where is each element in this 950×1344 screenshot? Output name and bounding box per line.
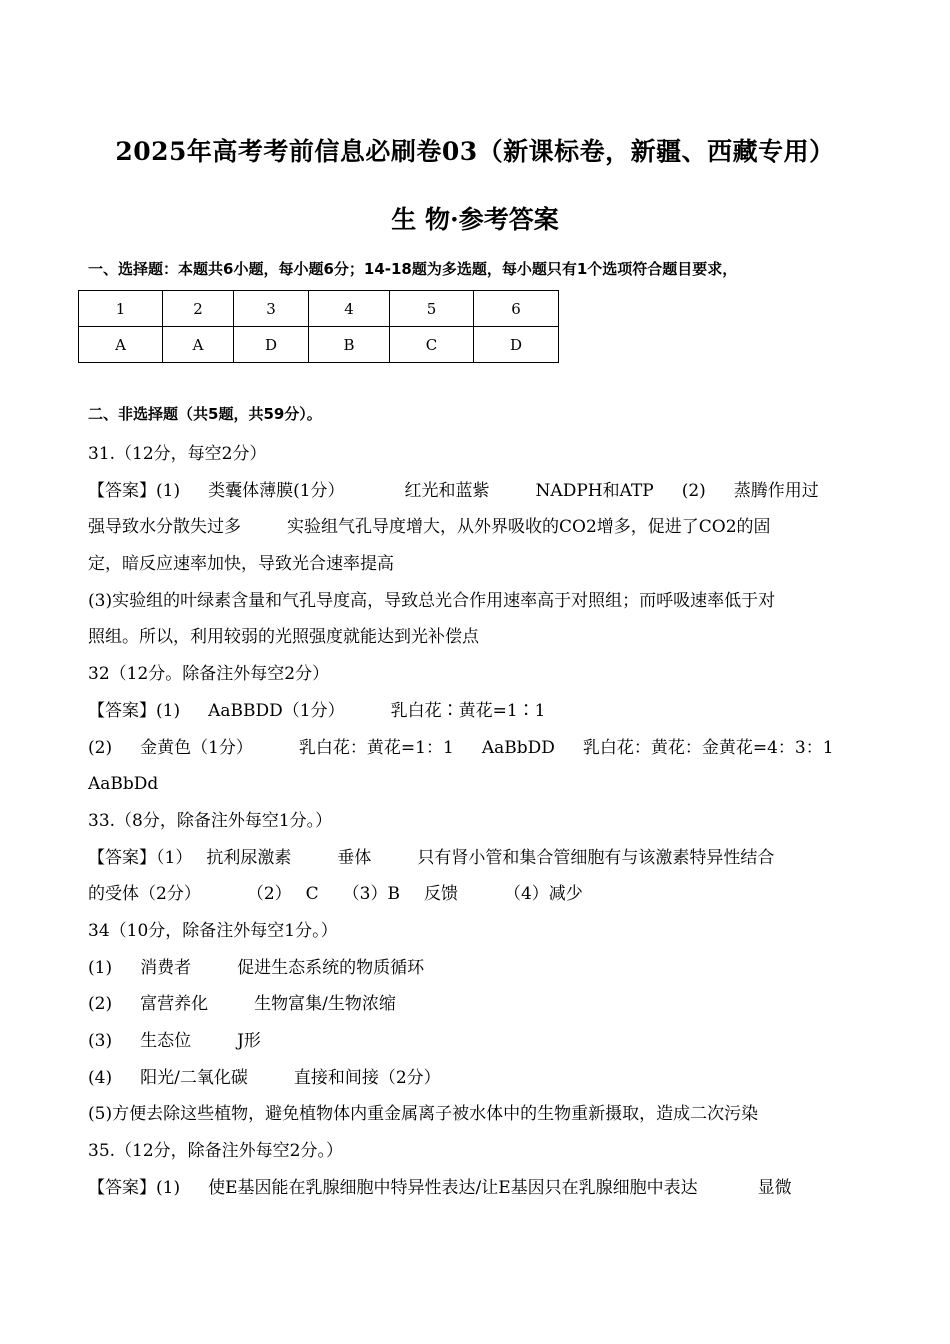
page-title: 2025年高考考前信息必刷卷03（新课标卷，新疆、西藏专用）: [115, 137, 835, 166]
answer-text: 促进生态系统的物质循环: [237, 957, 425, 978]
q31-part3-line2: 照组。所以，利用较弱的光照强度就能达到光补偿点: [88, 627, 479, 648]
q34-row: [88, 950, 868, 987]
answer-text: 直接和间接（2分）: [293, 1067, 441, 1088]
answer-text: (2): [88, 737, 113, 758]
answer-text: J形: [237, 1031, 261, 1051]
answer-text: 阳光/二氧化碳: [140, 1067, 248, 1088]
q31-answer-line1: [88, 473, 868, 510]
q34-row: [88, 1060, 868, 1097]
q35-answer-line1: [88, 1170, 868, 1207]
answer-text: 反馈: [423, 884, 458, 905]
answer-text: (1): [88, 957, 113, 978]
q32-answer-line2: [88, 730, 868, 767]
answer-text: 乳白花：黄花=1：1: [298, 737, 454, 758]
table-cell: 6: [474, 291, 559, 327]
answer-text: C: [305, 884, 319, 905]
table-row-answers: [79, 327, 559, 363]
section1-heading: 一、选择题：本题共6小题，每小题6分；14-18题为多选题，每小题只有1个选项符合题目要求，: [88, 260, 738, 278]
answer-text: （3）B: [342, 884, 400, 905]
page-subtitle: 生 物·参考答案: [391, 205, 559, 234]
answer-text: （2）: [246, 884, 292, 905]
q34-part5: (5)方便去除这些植物，避免植物体内重金属离子被水体中的生物重新摄取，造成二次污染: [88, 1104, 759, 1125]
q31-answer-line3: 定，暗反应速率加快，导致光合速率提高: [88, 554, 394, 575]
q32-answer-line1: [88, 693, 868, 730]
table-cell: B: [309, 327, 390, 363]
answer-tag: 【答案】(1): [88, 1177, 181, 1198]
q31-part3-line1: (3)实验组的叶绿素含量和气孔导度高，导致总光合作用速率高于对照组；而呼吸速率低于对: [88, 590, 776, 611]
answer-text: (4): [88, 1067, 113, 1088]
answer-text: (2): [681, 480, 706, 501]
table-cell: D: [474, 327, 559, 363]
table-row-numbers: [79, 291, 559, 327]
answer-text: 富营养化: [140, 994, 209, 1015]
answer-text: 抗利尿激素: [206, 847, 292, 868]
q32-answer-line3: AaBbDd: [88, 774, 159, 795]
table-cell: C: [390, 327, 474, 363]
section2-heading: 二、非选择题（共5题，共59分）。: [88, 405, 322, 423]
answer-text: (2): [88, 994, 113, 1015]
q33-header: 33.（8分，除备注外每空1分。）: [88, 810, 333, 831]
answer-tag: 【答案】(1): [88, 480, 181, 501]
answer-text: NADPH和ATP: [535, 480, 654, 501]
table-cell: A: [163, 327, 234, 363]
answer-text: 消费者: [140, 957, 192, 978]
q35-header: 35.（12分，除备注外每空2分。）: [88, 1141, 343, 1162]
answer-text: 乳白花：黄花：金黄花=4：3：1: [582, 737, 834, 758]
answer-text: 蒸腾作用过: [733, 480, 819, 501]
answer-text: 类囊体薄膜(1分）: [208, 480, 345, 501]
answer-text: 使E基因能在乳腺细胞中特异性表达/让E基因只在乳腺细胞中表达: [208, 1177, 698, 1198]
q32-header: 32（12分。除备注外每空2分）: [88, 664, 330, 685]
table-cell: 1: [79, 291, 163, 327]
table-cell: 2: [163, 291, 234, 327]
answer-text: （4）减少: [503, 884, 583, 905]
answer-text: 红光和蓝紫: [404, 480, 490, 501]
answer-text: 生态位: [140, 1031, 192, 1051]
answer-text: 金黄色（1分）: [140, 737, 253, 758]
answer-text: 实验组气孔导度增大，从外界吸收的CO2增多，促进了CO2的固: [287, 517, 771, 538]
q34-row: [88, 986, 868, 1023]
answer-text: 只有肾小管和集合管细胞有与该激素特异性结合: [417, 847, 775, 868]
answer-text: AaBBDD（1分）: [208, 700, 345, 721]
answer-text: 强导致水分散失过多: [88, 517, 241, 538]
answer-text: 垂体: [337, 847, 372, 868]
answer-tag: 【答案】（1）: [88, 847, 193, 868]
answer-text: 的受体（2分）: [88, 884, 201, 905]
q34-header: 34（10分，除备注外每空1分。）: [88, 920, 338, 941]
q33-answer-line2: [88, 876, 868, 913]
q34-row: [88, 1023, 868, 1060]
table-cell: 4: [309, 291, 390, 327]
table-cell: A: [79, 327, 163, 363]
answer-text: AaBbDD: [481, 737, 555, 758]
choice-answer-table: [78, 290, 559, 363]
answer-text: 显微: [757, 1177, 792, 1198]
table-cell: D: [234, 327, 309, 363]
answer-body: [88, 436, 868, 1206]
table-cell: 3: [234, 291, 309, 327]
answer-text: 乳白花∶黄花=1∶1: [390, 700, 546, 721]
answer-tag: 【答案】(1): [88, 700, 181, 721]
q31-header: 31.（12分，每空2分）: [88, 444, 267, 464]
q31-answer-line2: [88, 509, 868, 546]
answer-text: (3): [88, 1031, 113, 1051]
q33-answer-line1: [88, 840, 868, 877]
answer-text: 生物富集/生物浓缩: [254, 994, 396, 1015]
table-cell: 5: [390, 291, 474, 327]
